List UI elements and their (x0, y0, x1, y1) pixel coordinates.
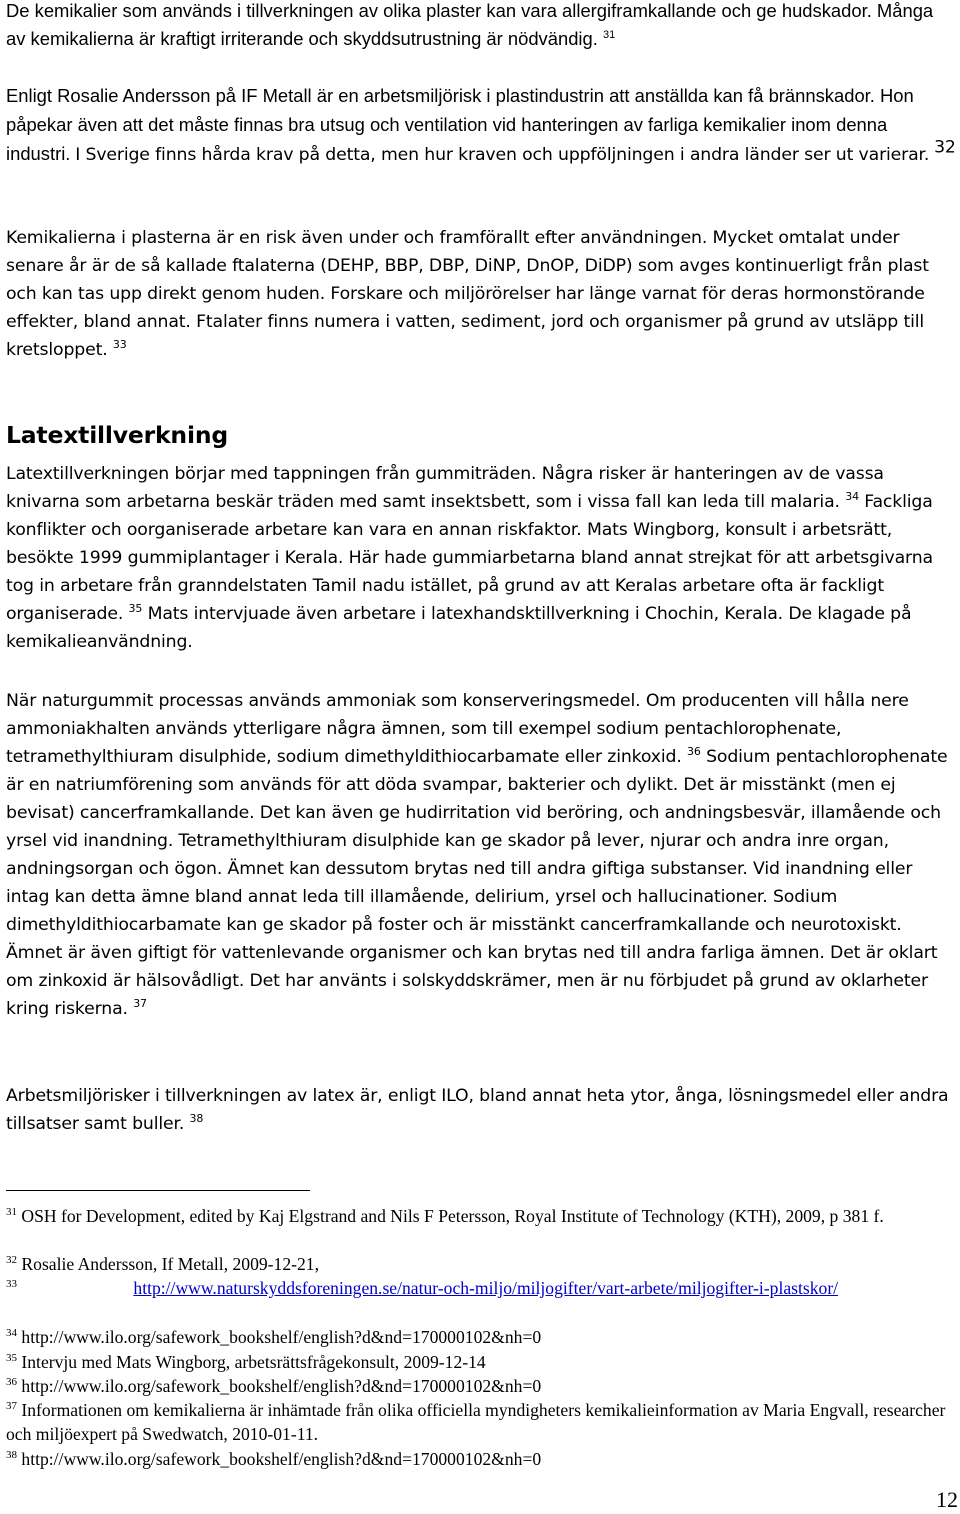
footnote-number: 36 (6, 1376, 17, 1389)
footnote-number: 38 (6, 1449, 17, 1462)
footnote-text: http://www.ilo.org/safework_bookshelf/english?d&nd=170000102&nh=0 (21, 1327, 542, 1347)
paragraph-text: I Sverige finns hårda krav på detta, men hur kraven och uppföljningen i andra länder ser ut varierar. (75, 145, 930, 165)
footnote-36 (6, 1374, 956, 1398)
paragraph-text: Arbetsmiljörisker i tillverkningen av latex är, enligt ILO, bland annat heta ytor, ånga, lösningsmedel eller andra tillsatser samt buller. (6, 1086, 949, 1134)
footnote-separator (6, 1190, 310, 1191)
footnote-38 (6, 1447, 956, 1471)
footnote-number: 37 (6, 1400, 17, 1413)
footnote-text: Intervju med Mats Wingborg, arbetsrättsfrågekonsult, 2009-12-14 (21, 1352, 486, 1372)
footnote-ref[interactable]: 37 (133, 997, 147, 1011)
footnote-text: Informationen om kemikalierna är inhämtade från olika officiella myndigheters kemikalieinformation av Maria Engvall, researcher och miljöexpert på Swedwatch, 2010-01-11. (6, 1400, 946, 1444)
paragraph-latex-production (6, 460, 956, 656)
footnote-34 (6, 1325, 956, 1349)
footnote-number: 35 (6, 1352, 17, 1365)
footnote-text: OSH for Development, edited by Kaj Elgstrand and Nils F Petersson, Royal Institute of Technology (KTH), 2009, p 381 f. (21, 1206, 884, 1226)
footnote-text: http://www.ilo.org/safework_bookshelf/english?d&nd=170000102&nh=0 (21, 1376, 542, 1396)
paragraph-text: När naturgummit processas används ammoniak som konserveringsmedel. Om producenten vill hålla nere ammoniakhalten används ytterligare några ämnen, som till exempel sodium pentachlorophenate, tetramethylthiuram disulphide, sodium dimethyldithiocarbamate eller zinkoxid. (6, 691, 909, 767)
paragraph-ammonia-chemicals (6, 687, 956, 1023)
footnote-number: 31 (6, 1206, 17, 1219)
footnote-link[interactable]: http://www.naturskyddsforeningen.se/natur-och-miljo/miljogifter/vart-arbete/miljogifter-i-plastskor/ (133, 1278, 839, 1298)
footnote-37 (6, 1398, 956, 1446)
paragraph-text: De kemikalier som används i tillverkningen av olika plaster kan vara allergiframkallande och ge hudskador. Många av kemikalierna är kraftigt irriterande och skyddsutrustning är nödvändig. (6, 0, 934, 49)
paragraph-burn-injuries (6, 82, 956, 169)
footnote-31 (6, 1204, 956, 1228)
footnote-ref[interactable]: 38 (189, 1112, 204, 1126)
paragraph-text: Enligt Rosalie Andersson på IF Metall är en arbetsmiljörisk i plastindustrin att anställda kan få brännskador. Hon påpekar även att det måste finnas bra utsug och ventilation vid hanteringen av farliga kemikalier inom denna industri. (6, 85, 914, 164)
footnote-35 (6, 1350, 956, 1374)
footnote-text: Rosalie Andersson, If Metall, 2009-12-21, (21, 1254, 319, 1274)
paragraph-text: Fackliga konflikter och oorganiserade arbetare kan vara en annan riskfaktor. Mats Wingborg, konsult i arbetsrätt, besökte 1999 gummiplantager i Kerala. Här hade gummiarbetarna bland annat strejkat för att arbetsgivarna tog in arbetare från granndelstaten Tamil nadu istället, på grund av att Keralas arbetare ofta är fackligt organiserade. (6, 492, 933, 624)
paragraph-text: Kemikalierna i plasterna är en risk även under och framförallt efter användningen. Mycket omtalat under senare år är de så kallade ftalaterna (DEHP, BBP, DBP, DiNP, DnOP, DiDP) som avges kontinuerligt från plast och kan tas upp direkt genom huden. Forskare och miljörörelser har länge varnat för deras hormonstörande effekter, bland annat. Ftalater finns numera i vatten, sediment, jord och organismer på grund av utsläpp till kretsloppet. (6, 228, 929, 360)
footnote-32 (6, 1252, 956, 1276)
footnote-ref[interactable]: 33 (112, 338, 127, 352)
paragraph-ilo-risks (6, 1082, 956, 1138)
footnote-33 (6, 1276, 956, 1300)
footnote-ref[interactable]: 35 (128, 602, 143, 616)
paragraph-phthalates (6, 224, 956, 364)
page-number: 12 (936, 1487, 958, 1512)
footnote-number: 34 (6, 1327, 17, 1340)
footnote-text: http://www.ilo.org/safework_bookshelf/english?d&nd=170000102&nh=0 (21, 1449, 542, 1469)
footnote-number: 33 (6, 1278, 17, 1291)
section-heading: Latextillverkning (6, 421, 228, 449)
paragraph-text: Mats intervjuade även arbetare i latexhandsktillverkning i Chochin, Kerala. De klagade på kemikalieanvändning. (6, 604, 912, 652)
paragraph-text: Latextillverkningen börjar med tappningen från gummiträden. Några risker är hanteringen av de vassa knivarna som arbetarna beskär träden med samt insektsbett, som i vissa fall kan leda till malaria. (6, 464, 884, 512)
paragraph-text: Sodium pentachlorophenate är en natriumförening som används för att döda svampar, bakterier och dylikt. Det är misstänkt (men ej bevisat) cancerframkallande. Det kan även ge hudirritation vid beröring, och andningsbesvär, illamående och yrsel vid inandning. Tetramethylthiuram disulphide kan ge skador på lever, njurar och andra inre organ, andningsorgan och ögon. Ämnet kan dessutom brytas ned till andra giftiga substanser. Vid inandning eller intag kan detta ämne bland annat leda till illamående, delirium, yrsel och hallucinationer. Sodium dimethyldithiocarbamate kan ge skador på foster och är misstänkt cancerframkallande och neurotoxiskt. Ämnet är även giftigt för vattenlevande organismer och kan brytas ned till andra farliga ämnen. Det är oklart om zinkoxid är hälsovådligt. Det har använts i solskyddskrämer, men är nu förbjudet på grund av oklarheter kring riskerna. (6, 747, 948, 1019)
paragraph-plastics-allergens (6, 0, 956, 53)
footnote-ref[interactable]: 32 (934, 137, 956, 158)
footnote-number: 32 (6, 1254, 17, 1267)
footnote-ref[interactable]: 34 (845, 490, 859, 504)
footnote-ref[interactable]: 36 (687, 745, 701, 759)
footnote-ref[interactable]: 31 (602, 28, 616, 41)
